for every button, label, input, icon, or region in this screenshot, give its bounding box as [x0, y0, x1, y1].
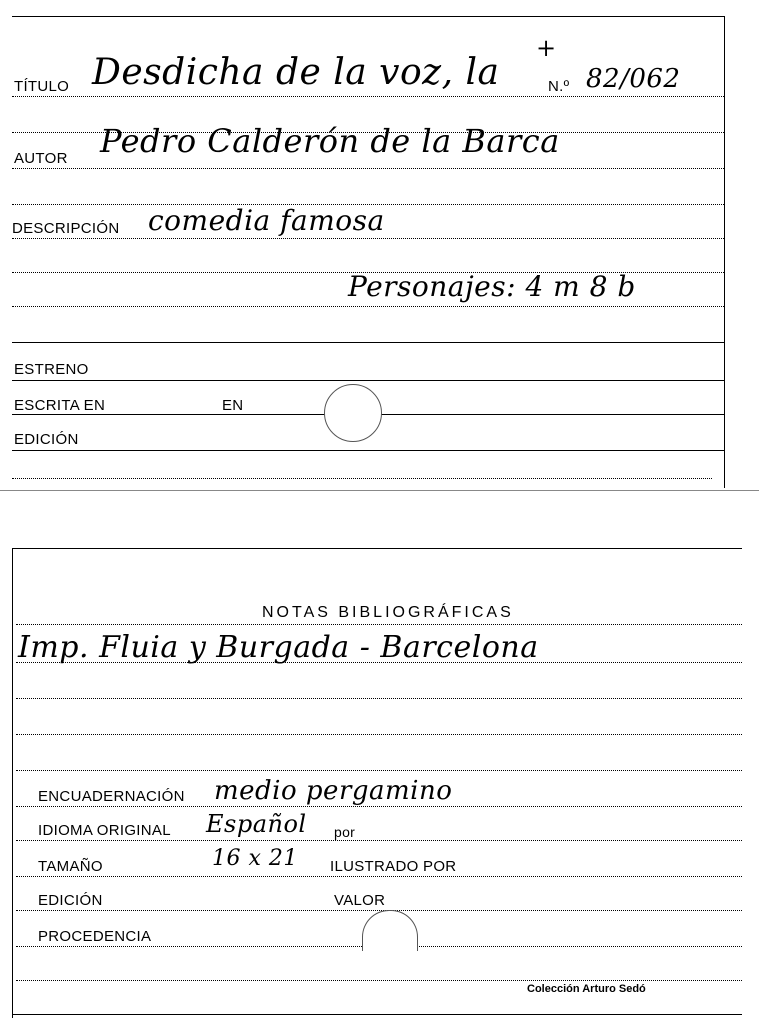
numero-label: N.º — [548, 78, 570, 95]
descripcion-label: DESCRIPCIÓN — [12, 220, 120, 237]
titulo-rule — [12, 96, 724, 97]
encuadernacion-label: ENCUADERNACIÓN — [38, 788, 185, 805]
personajes-value: Personajes: 4 m 8 b — [348, 270, 636, 303]
card-bottom-edge — [0, 490, 759, 491]
tamano-value: 16 x 21 — [212, 846, 298, 871]
idioma-label: IDIOMA ORIGINAL — [38, 822, 171, 839]
catalog-card-front — [0, 0, 759, 500]
rule-26 — [16, 980, 742, 981]
rule-2 — [12, 132, 724, 133]
card-right-border — [724, 16, 725, 488]
punch-hole — [324, 384, 382, 442]
card-left-border — [12, 548, 13, 1018]
titulo-label: TÍTULO — [14, 78, 70, 95]
rule-7 — [12, 306, 724, 307]
autor-label: AUTOR — [14, 150, 68, 167]
rule-19 — [16, 770, 742, 771]
edicion-label: EDICIÓN — [14, 431, 79, 448]
por-label: por — [334, 824, 356, 840]
idioma-rule — [16, 840, 742, 841]
notas-value: Imp. Fluia y Burgada - Barcelona — [18, 630, 539, 665]
tamano-rule — [16, 876, 742, 877]
escrita-en-label: ESCRITA EN — [14, 397, 106, 414]
ilustrado-label: ILUSTRADO POR — [330, 858, 457, 875]
rule-13 — [12, 478, 712, 479]
edicion-rule — [12, 450, 724, 451]
estreno-label: ESTRENO — [14, 361, 89, 378]
rule-18 — [16, 734, 742, 735]
descripcion-rule — [12, 238, 724, 239]
autor-rule — [12, 168, 724, 169]
rule-16 — [16, 662, 742, 663]
card-top-border — [12, 548, 742, 549]
encuadernacion-rule — [16, 806, 742, 807]
numero-value: 82/062 — [586, 64, 681, 94]
tamano-label: TAMAÑO — [38, 858, 103, 875]
valor-label: VALOR — [334, 892, 386, 909]
collection-footer: Colección Arturo Sedó — [527, 983, 646, 995]
autor-value: Pedro Calderón de la Barca — [100, 122, 560, 160]
titulo-value: Desdicha de la voz, la — [92, 52, 500, 93]
notas-title-rule — [16, 624, 742, 625]
edicion-label: EDICIÓN — [38, 892, 103, 909]
descripcion-value: comedia famosa — [148, 204, 385, 237]
idioma-value: Español — [206, 810, 307, 838]
notas-title: NOTAS BIBLIOGRÁFICAS — [262, 604, 514, 621]
rule-17 — [16, 698, 742, 699]
encuadernacion-value: medio pergamino — [214, 776, 453, 806]
cross-mark: + — [536, 34, 557, 62]
rule-4 — [12, 204, 724, 205]
card-bottom-border — [12, 1014, 742, 1015]
card-top-border — [12, 16, 724, 17]
rule-8 — [12, 342, 724, 343]
punch-hole — [362, 910, 418, 951]
estreno-rule — [12, 380, 724, 381]
procedencia-label: PROCEDENCIA — [38, 928, 152, 945]
catalog-card-back — [0, 540, 759, 1028]
en-label: EN — [222, 397, 244, 414]
